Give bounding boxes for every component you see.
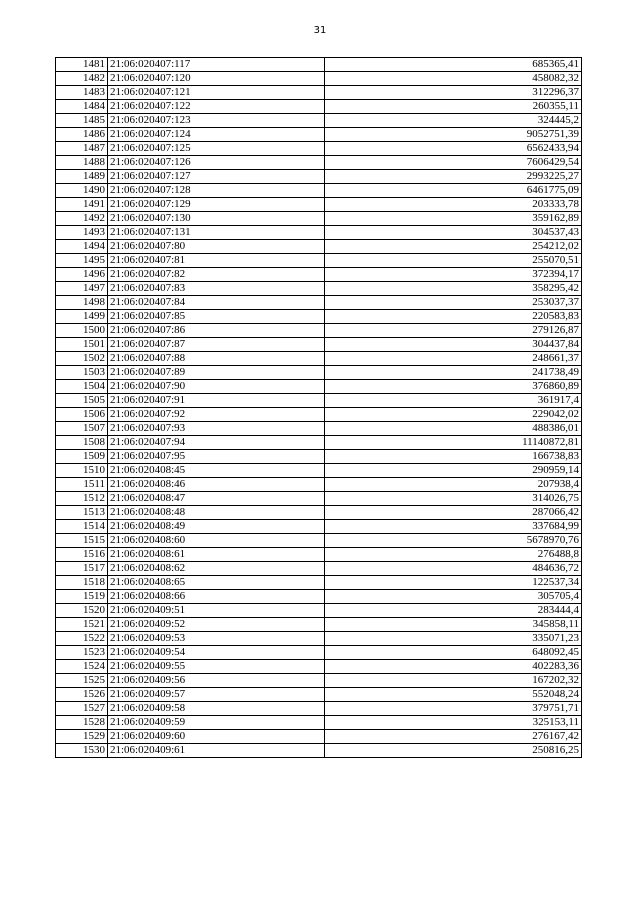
cadastral-number: 21:06:020407:122 bbox=[108, 100, 325, 114]
table-row bbox=[56, 744, 582, 758]
cadastral-value: 248661,37 bbox=[325, 352, 582, 366]
row-number: 1526 bbox=[56, 688, 108, 702]
cadastral-value: 9052751,39 bbox=[325, 128, 582, 142]
table-row bbox=[56, 128, 582, 142]
table-row bbox=[56, 646, 582, 660]
cadastral-number: 21:06:020407:87 bbox=[108, 338, 325, 352]
row-number: 1509 bbox=[56, 450, 108, 464]
cadastral-number: 21:06:020408:47 bbox=[108, 492, 325, 506]
cadastral-number: 21:06:020407:131 bbox=[108, 226, 325, 240]
row-number: 1522 bbox=[56, 632, 108, 646]
cadastral-value: 253037,37 bbox=[325, 296, 582, 310]
cadastral-number: 21:06:020407:84 bbox=[108, 296, 325, 310]
row-number: 1512 bbox=[56, 492, 108, 506]
table-row bbox=[56, 184, 582, 198]
cadastral-value: 488386,01 bbox=[325, 422, 582, 436]
table-row bbox=[56, 170, 582, 184]
cadastral-value: 358295,42 bbox=[325, 282, 582, 296]
cadastral-value: 359162,89 bbox=[325, 212, 582, 226]
cadastral-value: 287066,42 bbox=[325, 506, 582, 520]
table-row bbox=[56, 618, 582, 632]
row-number: 1505 bbox=[56, 394, 108, 408]
cadastral-number: 21:06:020409:56 bbox=[108, 674, 325, 688]
page-number: 31 bbox=[313, 25, 327, 36]
row-number: 1489 bbox=[56, 170, 108, 184]
row-number: 1487 bbox=[56, 142, 108, 156]
cadastral-number: 21:06:020407:95 bbox=[108, 450, 325, 464]
row-number: 1504 bbox=[56, 380, 108, 394]
cadastral-value: 276488,8 bbox=[325, 548, 582, 562]
row-number: 1485 bbox=[56, 114, 108, 128]
cadastral-value: 304537,43 bbox=[325, 226, 582, 240]
cadastral-value: 552048,24 bbox=[325, 688, 582, 702]
cadastral-number: 21:06:020408:61 bbox=[108, 548, 325, 562]
cadastral-value: 372394,17 bbox=[325, 268, 582, 282]
row-number: 1525 bbox=[56, 674, 108, 688]
row-number: 1503 bbox=[56, 366, 108, 380]
cadastral-value: 304437,84 bbox=[325, 338, 582, 352]
table-row bbox=[56, 660, 582, 674]
row-number: 1519 bbox=[56, 590, 108, 604]
row-number: 1497 bbox=[56, 282, 108, 296]
cadastral-number: 21:06:020409:59 bbox=[108, 716, 325, 730]
table-row bbox=[56, 562, 582, 576]
cadastral-value: 314026,75 bbox=[325, 492, 582, 506]
table-row bbox=[56, 520, 582, 534]
row-number: 1511 bbox=[56, 478, 108, 492]
cadastral-value: 6562433,94 bbox=[325, 142, 582, 156]
row-number: 1529 bbox=[56, 730, 108, 744]
table-row bbox=[56, 436, 582, 450]
cadastral-value: 305705,4 bbox=[325, 590, 582, 604]
cadastral-value: 166738,83 bbox=[325, 450, 582, 464]
cadastral-value: 312296,37 bbox=[325, 86, 582, 100]
row-number: 1523 bbox=[56, 646, 108, 660]
row-number: 1483 bbox=[56, 86, 108, 100]
cadastral-value: 379751,71 bbox=[325, 702, 582, 716]
cadastral-value: 324445,2 bbox=[325, 114, 582, 128]
row-number: 1506 bbox=[56, 408, 108, 422]
table-row bbox=[56, 716, 582, 730]
table-row bbox=[56, 86, 582, 100]
cadastral-value: 290959,14 bbox=[325, 464, 582, 478]
row-number: 1514 bbox=[56, 520, 108, 534]
cadastral-number: 21:06:020408:49 bbox=[108, 520, 325, 534]
row-number: 1491 bbox=[56, 198, 108, 212]
table-row bbox=[56, 212, 582, 226]
table-row bbox=[56, 730, 582, 744]
cadastral-value: 122537,34 bbox=[325, 576, 582, 590]
table-row bbox=[56, 282, 582, 296]
row-number: 1510 bbox=[56, 464, 108, 478]
table-row bbox=[56, 632, 582, 646]
table-row bbox=[56, 380, 582, 394]
table-row bbox=[56, 240, 582, 254]
cadastral-number: 21:06:020407:127 bbox=[108, 170, 325, 184]
row-number: 1498 bbox=[56, 296, 108, 310]
row-number: 1513 bbox=[56, 506, 108, 520]
row-number: 1499 bbox=[56, 310, 108, 324]
row-number: 1481 bbox=[56, 58, 108, 72]
table-row bbox=[56, 478, 582, 492]
cadastral-number: 21:06:020407:91 bbox=[108, 394, 325, 408]
row-number: 1495 bbox=[56, 254, 108, 268]
cadastral-number: 21:06:020409:52 bbox=[108, 618, 325, 632]
table-row bbox=[56, 408, 582, 422]
cadastral-value: 279126,87 bbox=[325, 324, 582, 338]
cadastral-number: 21:06:020408:46 bbox=[108, 478, 325, 492]
table-row bbox=[56, 492, 582, 506]
cadastral-number: 21:06:020407:93 bbox=[108, 422, 325, 436]
cadastral-value: 2993225,27 bbox=[325, 170, 582, 184]
table-row bbox=[56, 338, 582, 352]
cadastral-number: 21:06:020407:82 bbox=[108, 268, 325, 282]
cadastral-number: 21:06:020408:62 bbox=[108, 562, 325, 576]
cadastral-number: 21:06:020407:92 bbox=[108, 408, 325, 422]
table-row bbox=[56, 366, 582, 380]
table-row bbox=[56, 590, 582, 604]
cadastral-number: 21:06:020407:126 bbox=[108, 156, 325, 170]
cadastral-value: 685365,41 bbox=[325, 58, 582, 72]
cadastral-value: 283444,4 bbox=[325, 604, 582, 618]
table-row bbox=[56, 296, 582, 310]
cadastral-number: 21:06:020407:85 bbox=[108, 310, 325, 324]
row-number: 1524 bbox=[56, 660, 108, 674]
table-row bbox=[56, 450, 582, 464]
table-row bbox=[56, 604, 582, 618]
cadastral-number: 21:06:020407:90 bbox=[108, 380, 325, 394]
cadastral-number: 21:06:020407:89 bbox=[108, 366, 325, 380]
table-row bbox=[56, 72, 582, 86]
table-row bbox=[56, 688, 582, 702]
cadastral-number: 21:06:020409:60 bbox=[108, 730, 325, 744]
row-number: 1520 bbox=[56, 604, 108, 618]
cadastral-number: 21:06:020407:125 bbox=[108, 142, 325, 156]
table-row bbox=[56, 268, 582, 282]
table-row bbox=[56, 534, 582, 548]
cadastral-value: 484636,72 bbox=[325, 562, 582, 576]
table-row bbox=[56, 324, 582, 338]
cadastral-value: 345858,11 bbox=[325, 618, 582, 632]
cadastral-value: 250816,25 bbox=[325, 744, 582, 758]
cadastral-number: 21:06:020407:129 bbox=[108, 198, 325, 212]
cadastral-value: 167202,32 bbox=[325, 674, 582, 688]
cadastral-value: 6461775,09 bbox=[325, 184, 582, 198]
cadastral-value: 458082,32 bbox=[325, 72, 582, 86]
table-body bbox=[56, 58, 582, 758]
table-row bbox=[56, 548, 582, 562]
cadastral-number: 21:06:020407:80 bbox=[108, 240, 325, 254]
cadastral-value: 337684,99 bbox=[325, 520, 582, 534]
cadastral-value: 7606429,54 bbox=[325, 156, 582, 170]
cadastral-number: 21:06:020407:86 bbox=[108, 324, 325, 338]
row-number: 1482 bbox=[56, 72, 108, 86]
row-number: 1518 bbox=[56, 576, 108, 590]
cadastral-value: 335071,23 bbox=[325, 632, 582, 646]
cadastral-number: 21:06:020407:83 bbox=[108, 282, 325, 296]
row-number: 1528 bbox=[56, 716, 108, 730]
row-number: 1490 bbox=[56, 184, 108, 198]
row-number: 1530 bbox=[56, 744, 108, 758]
cadastral-number: 21:06:020407:128 bbox=[108, 184, 325, 198]
cadastral-number: 21:06:020407:121 bbox=[108, 86, 325, 100]
row-number: 1515 bbox=[56, 534, 108, 548]
cadastral-value: 648092,45 bbox=[325, 646, 582, 660]
row-number: 1493 bbox=[56, 226, 108, 240]
table-row bbox=[56, 254, 582, 268]
cadastral-value: 254212,02 bbox=[325, 240, 582, 254]
row-number: 1494 bbox=[56, 240, 108, 254]
row-number: 1492 bbox=[56, 212, 108, 226]
cadastral-number: 21:06:020409:57 bbox=[108, 688, 325, 702]
row-number: 1516 bbox=[56, 548, 108, 562]
row-number: 1507 bbox=[56, 422, 108, 436]
table-row bbox=[56, 114, 582, 128]
cadastral-value: 11140872,81 bbox=[325, 436, 582, 450]
cadastral-value: 255070,51 bbox=[325, 254, 582, 268]
cadastral-value: 203333,78 bbox=[325, 198, 582, 212]
cadastral-value: 207938,4 bbox=[325, 478, 582, 492]
table-row bbox=[56, 352, 582, 366]
cadastral-value: 276167,42 bbox=[325, 730, 582, 744]
cadastral-number: 21:06:020407:120 bbox=[108, 72, 325, 86]
row-number: 1501 bbox=[56, 338, 108, 352]
cadastral-number: 21:06:020409:55 bbox=[108, 660, 325, 674]
table-row bbox=[56, 198, 582, 212]
table-row bbox=[56, 702, 582, 716]
table-row bbox=[56, 310, 582, 324]
cadastral-number: 21:06:020407:124 bbox=[108, 128, 325, 142]
table-row bbox=[56, 464, 582, 478]
cadastral-number: 21:06:020409:53 bbox=[108, 632, 325, 646]
table-row bbox=[56, 674, 582, 688]
cadastral-number: 21:06:020409:61 bbox=[108, 744, 325, 758]
table-row bbox=[56, 394, 582, 408]
cadastral-value: 5678970,76 bbox=[325, 534, 582, 548]
cadastral-number: 21:06:020408:48 bbox=[108, 506, 325, 520]
table-row bbox=[56, 58, 582, 72]
cadastral-number: 21:06:020407:123 bbox=[108, 114, 325, 128]
cadastral-value: 260355,11 bbox=[325, 100, 582, 114]
table-row bbox=[56, 100, 582, 114]
cadastral-number: 21:06:020407:81 bbox=[108, 254, 325, 268]
row-number: 1517 bbox=[56, 562, 108, 576]
cadastral-number: 21:06:020408:60 bbox=[108, 534, 325, 548]
cadastral-number: 21:06:020407:117 bbox=[108, 58, 325, 72]
cadastral-number: 21:06:020407:130 bbox=[108, 212, 325, 226]
row-number: 1484 bbox=[56, 100, 108, 114]
table-row bbox=[56, 506, 582, 520]
cadastral-number: 21:06:020407:88 bbox=[108, 352, 325, 366]
cadastral-value: 376860,89 bbox=[325, 380, 582, 394]
row-number: 1502 bbox=[56, 352, 108, 366]
cadastral-value: 241738,49 bbox=[325, 366, 582, 380]
cadastral-value: 402283,36 bbox=[325, 660, 582, 674]
cadastral-number: 21:06:020409:51 bbox=[108, 604, 325, 618]
row-number: 1486 bbox=[56, 128, 108, 142]
cadastral-value: 361917,4 bbox=[325, 394, 582, 408]
cadastral-value: 220583,83 bbox=[325, 310, 582, 324]
table-row bbox=[56, 156, 582, 170]
cadastral-value: 325153,11 bbox=[325, 716, 582, 730]
row-number: 1496 bbox=[56, 268, 108, 282]
cadastral-number: 21:06:020409:58 bbox=[108, 702, 325, 716]
table-row bbox=[56, 576, 582, 590]
row-number: 1488 bbox=[56, 156, 108, 170]
row-number: 1527 bbox=[56, 702, 108, 716]
row-number: 1508 bbox=[56, 436, 108, 450]
table-row bbox=[56, 226, 582, 240]
cadastral-number: 21:06:020408:65 bbox=[108, 576, 325, 590]
row-number: 1521 bbox=[56, 618, 108, 632]
cadastral-value-table bbox=[55, 57, 582, 758]
row-number: 1500 bbox=[56, 324, 108, 338]
table-row bbox=[56, 142, 582, 156]
table-row bbox=[56, 422, 582, 436]
cadastral-number: 21:06:020408:66 bbox=[108, 590, 325, 604]
cadastral-value: 229042,02 bbox=[325, 408, 582, 422]
cadastral-number: 21:06:020409:54 bbox=[108, 646, 325, 660]
cadastral-number: 21:06:020408:45 bbox=[108, 464, 325, 478]
cadastral-number: 21:06:020407:94 bbox=[108, 436, 325, 450]
